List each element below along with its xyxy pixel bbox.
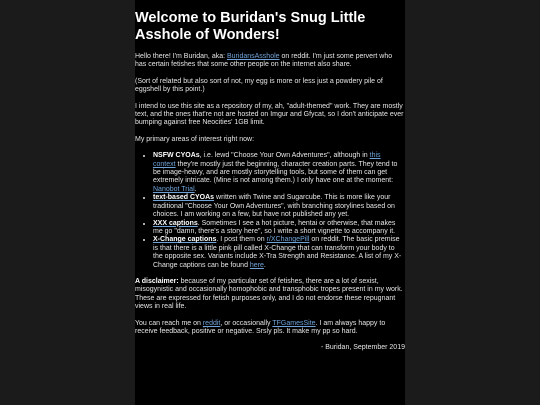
- contact-text: You can reach me on: [135, 319, 203, 327]
- list-item-xxx-captions: [153, 220, 405, 237]
- nsfw-cyoas-label: NSFW CYOAs: [153, 152, 200, 160]
- tfgamessite-link[interactable]: TFGamesSite: [272, 319, 316, 327]
- contact-text: , or occasionally: [220, 319, 273, 327]
- signature: - Buridan, September 2019: [320, 344, 405, 352]
- list-item-text: . I post them on: [216, 236, 267, 244]
- aside-paragraph: (Sort of related but also sort of not, my egg is more or less just a powdery pile of eggshell by this point.): [135, 77, 383, 94]
- intro-text-end: on reddit. I'm just some pervert who has certain fetishes that some other people on the internet also share.: [135, 53, 393, 69]
- xchange-captions-label: X-Change captions: [153, 236, 217, 244]
- list-item-nsfw-cyoas: [153, 152, 405, 194]
- list-item-text: on reddit. The basic premise is that there is a little pink pill called X-Change that can transform your body to the opposite sex. Variants include X-Tra Strength and Resistance. A list of my X-Change captions can be found: [153, 236, 402, 269]
- list-item-text: , i.e. lewd "Choose Your Own Adventures", although in: [199, 152, 370, 160]
- this-context-link[interactable]: this context: [153, 152, 381, 168]
- disclaimer-label: A disclaimer:: [135, 277, 179, 285]
- list-item-text: .: [194, 185, 197, 193]
- disclaimer-paragraph: [135, 278, 405, 312]
- list-item-text: . Sometimes I see a hot picture, hentai or otherwise, that makes me go "damn, there's a story here", so I write a short vignette to accompany it.: [153, 219, 396, 235]
- list-item-text: written with Twine and Sugarcube. This is more like your traditional "Choose Your Own Adventures", with branching storylines based on choices. I am working on a few, but have not published any yet.: [153, 194, 395, 219]
- disclaimer-text: because of my particular set of fetishes, there are a lot of sexist, misogynistic and occasionally homophobic and transphobic tropes present in my work. These are expressed for fetish purposes only, and I do not endorse these repugnant views in real life.: [135, 277, 403, 311]
- xxx-captions-link[interactable]: [153, 220, 198, 227]
- intro-paragraph: [135, 53, 405, 70]
- page: [135, 0, 405, 405]
- interest-list: [135, 152, 405, 270]
- here-link[interactable]: here: [249, 261, 264, 269]
- list-item-text: they're mostly just the beginning, character creation parts. They tend to be image-heavy, and are mostly storytelling tools, but some of them can get extremely intricate. (Mine is not among them.) I only have one at the moment:: [153, 160, 398, 185]
- list-item-text-cyoas: [153, 194, 405, 219]
- main-content: [135, 10, 405, 361]
- page-title: Welcome to Buridan's Snug Little Asshole of Wonders!: [135, 10, 366, 43]
- xchange-captions-link[interactable]: [153, 236, 216, 243]
- intro-text-start: Hello there! I'm Buridan, aka:: [135, 53, 227, 60]
- list-item-text: .: [263, 261, 266, 269]
- reddit-link[interactable]: reddit: [202, 319, 221, 327]
- text-based-cyoas-label: text-based CYOAs: [153, 194, 215, 202]
- purpose-paragraph: I intend to use this site as a repository of my, ah, "adult-themed" work. They are mostly text, and the ones that're not are hosted on Imgur and Gfycat, so I don't anticipate ever bumping against free Neocities' 1GB limit.: [135, 102, 404, 127]
- contact-paragraph: [135, 320, 405, 337]
- contact-text: . I am always happy to receive feedback, positive or negative. Srsly pls. It make my pp so hard.: [135, 319, 386, 335]
- list-item-xchange-captions: [153, 236, 405, 270]
- nanobot-trial-link[interactable]: Nanobot Trial: [153, 185, 195, 193]
- text-based-cyoas-link[interactable]: [153, 194, 214, 201]
- xchangepill-subreddit-link[interactable]: r/XChangePill: [266, 236, 310, 244]
- areas-heading: My primary areas of interest right now:: [135, 135, 255, 143]
- xxx-captions-label: XXX captions: [153, 219, 198, 227]
- reddit-profile-link[interactable]: BuridansAsshole: [227, 53, 280, 60]
